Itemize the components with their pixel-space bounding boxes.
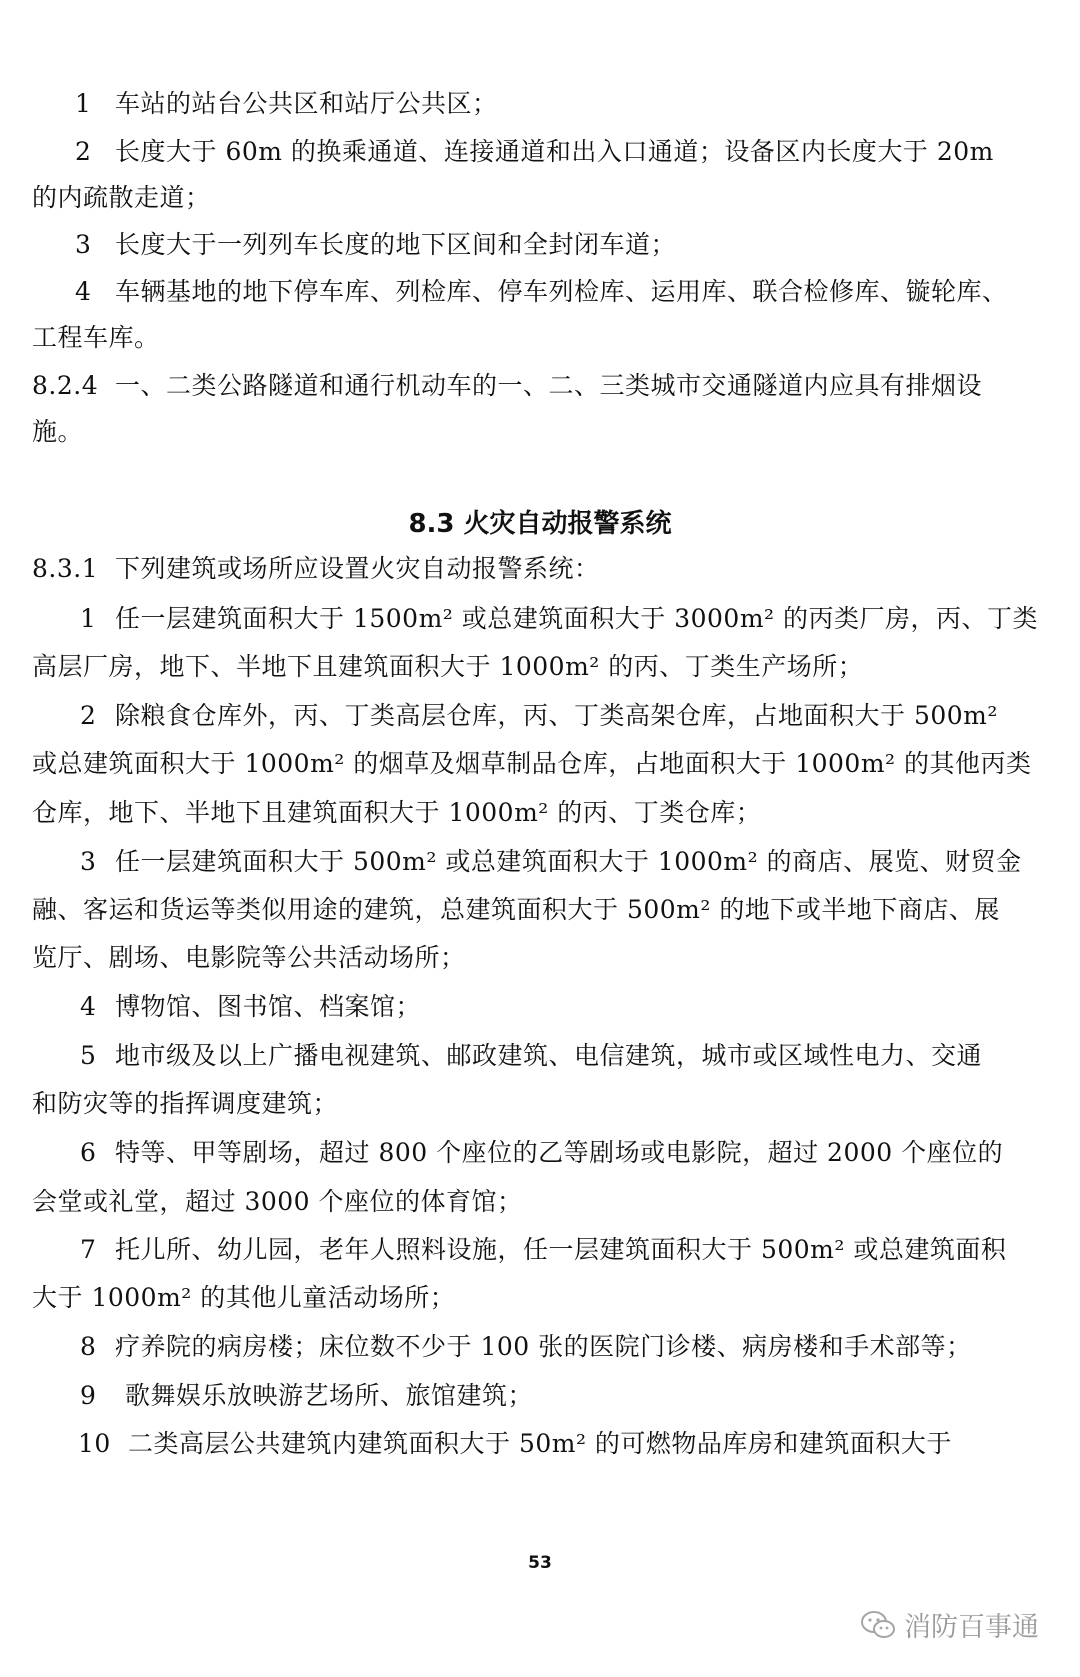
item-text: 会堂或礼堂，超过 3000 个座位的体育馆； xyxy=(32,1187,523,1216)
clause-number: 8.3.1 xyxy=(32,554,99,583)
watermark-text: 消防百事通 xyxy=(904,1612,1039,1643)
item-number: 8 xyxy=(80,1332,97,1361)
item-number: 9 xyxy=(80,1381,97,1410)
item-number: 2 xyxy=(80,701,97,730)
item-text: 托儿所、幼儿园，老年人照料设施，任一层建筑面积大于 500m² 或总建筑面积 xyxy=(115,1235,1007,1264)
item-number: 1 xyxy=(75,89,92,118)
section-heading: 8.3 火灾自动报警系统 xyxy=(408,509,672,539)
item-number: 2 xyxy=(75,137,92,166)
item-text: 二类高层公共建筑内建筑面积大于 50m² 的可燃物品库房和建筑面积大于 xyxy=(128,1429,952,1458)
item-number: 3 xyxy=(75,230,92,259)
item-text: 车辆基地的地下停车库、列检库、停车列检库、运用库、联合检修库、镟轮库、 xyxy=(115,277,1008,306)
watermark xyxy=(860,1605,1039,1644)
item-number: 4 xyxy=(75,277,92,306)
item-text: 地市级及以上广播电视建筑、邮政建筑、电信建筑，城市或区域性电力、交通 xyxy=(115,1041,983,1070)
item-number: 7 xyxy=(80,1235,97,1264)
item-number: 6 xyxy=(80,1138,97,1167)
wechat-icon xyxy=(860,1610,896,1640)
item-text: 除粮食仓库外，丙、丁类高层仓库，丙、丁类高架仓库，占地面积大于 500m² xyxy=(115,701,998,730)
item-text: 或总建筑面积大于 1000m² 的烟草及烟草制品仓库，占地面积大于 1000m² 的其他丙类 xyxy=(32,749,1032,778)
page-number: 53 xyxy=(528,1553,552,1573)
item-number: 4 xyxy=(80,992,97,1021)
item-text: 歌舞娱乐放映游艺场所、旅馆建筑； xyxy=(125,1381,534,1410)
item-text: 大于 1000m² 的其他儿童活动场所； xyxy=(32,1283,456,1312)
item-text: 览厅、剧场、电影院等公共活动场所； xyxy=(32,943,466,972)
item-text: 和防灾等的指挥调度建筑； xyxy=(32,1089,339,1118)
item-text: 博物馆、图书馆、档案馆； xyxy=(115,992,422,1021)
item-text: 长度大于 60m 的换乘通道、连接通道和出入口通道；设备区内长度大于 20m xyxy=(115,137,994,166)
item-number: 5 xyxy=(80,1041,97,1070)
item-number: 3 xyxy=(80,847,97,876)
item-text: 融、客运和货运等类似用途的建筑，总建筑面积大于 500m² 的地下或半地下商店、展 xyxy=(32,895,1000,924)
item-text: 任一层建筑面积大于 1500m² 或总建筑面积大于 3000m² 的丙类厂房，丙、丁类 xyxy=(115,604,1038,633)
item-text: 车站的站台公共区和站厅公共区； xyxy=(115,89,498,118)
item-text: 特等、甲等剧场，超过 800 个座位的乙等剧场或电影院，超过 2000 个座位的 xyxy=(115,1138,1004,1167)
item-text: 工程车库。 xyxy=(32,323,160,352)
item-text: 长度大于一列列车长度的地下区间和全封闭车道； xyxy=(115,230,677,259)
clause-number: 8.2.4 xyxy=(32,371,99,400)
item-text: 任一层建筑面积大于 500m² 或总建筑面积大于 1000m² 的商店、展览、财贸金 xyxy=(115,847,1022,876)
item-text: 的内疏散走道； xyxy=(32,183,211,212)
item-number: 10 xyxy=(78,1429,111,1458)
clause-text: 施。 xyxy=(32,417,84,446)
clause-text: 下列建筑或场所应设置火灾自动报警系统： xyxy=(115,554,600,583)
clause-text: 一、二类公路隧道和通行机动车的一、二、三类城市交通隧道内应具有排烟设 xyxy=(115,371,983,400)
item-text: 仓库，地下、半地下且建筑面积大于 1000m² 的丙、丁类仓库； xyxy=(32,798,762,827)
item-text: 高层厂房，地下、半地下且建筑面积大于 1000m² 的丙、丁类生产场所； xyxy=(32,652,864,681)
item-number: 1 xyxy=(80,604,97,633)
item-text: 疗养院的病房楼；床位数不少于 100 张的医院门诊楼、病房楼和手术部等； xyxy=(115,1332,972,1361)
